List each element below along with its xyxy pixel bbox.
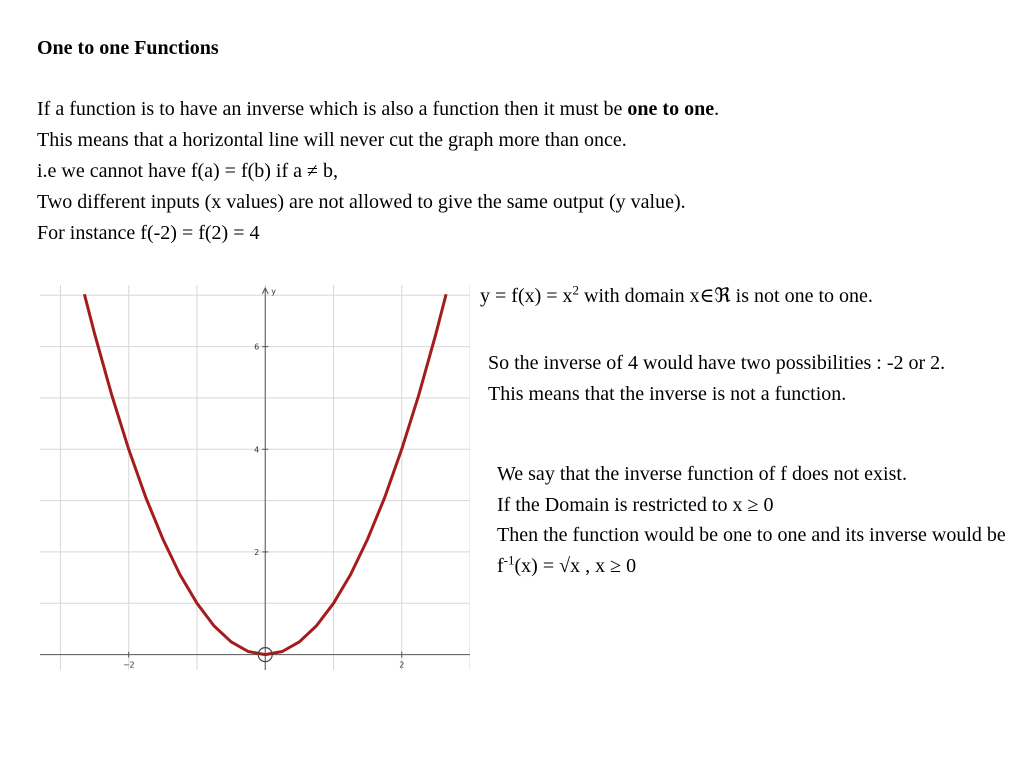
intro-line-3: i.e we cannot have f(a) = f(b) if a ≠ b, <box>37 160 339 182</box>
parabola-graph <box>40 285 470 670</box>
intro-line-5: For instance f(-2) = f(2) = 4 <box>37 222 260 244</box>
page-title: One to one Functions <box>37 37 219 59</box>
intro-line-1: If a function is to have an inverse which is also a function then it must be one to one. <box>37 98 720 120</box>
domain-statement: $y = f(x) = x^2$ with domain x∈ℜ is not one to one. <box>480 282 873 307</box>
restrict-line-3: Then the function would be one to one and its inverse would be <box>497 524 1006 546</box>
restricted-domain-explanation <box>497 459 1013 581</box>
intro-text <box>37 94 997 249</box>
graph-svg <box>40 285 470 670</box>
restrict-line-4: $f^{-1}(x) = √x$ , x ≥ 0 <box>497 551 637 577</box>
y-tick-label: 4 <box>254 445 260 455</box>
y-tick-label: 2 <box>254 547 260 557</box>
inverse-line-1: So the inverse of 4 would have two possibilities : -2 or 2. <box>488 352 946 374</box>
inverse-line-2: This means that the inverse is not a function. <box>488 382 847 405</box>
intro-line-4: Two different inputs (x values) are not allowed to give the same output (y value). <box>37 191 686 213</box>
inverse-explanation <box>488 348 958 409</box>
intro-line-2: This means that a horizontal line will never cut the graph more than once. <box>37 129 627 151</box>
restrict-line-2: If the Domain is restricted to x ≥ 0 <box>497 493 774 516</box>
y-tick-label: 6 <box>254 342 260 352</box>
x-tick-label: 2 <box>399 660 405 670</box>
y-axis-label: y <box>271 287 276 296</box>
restrict-line-1: We say that the inverse function of f does not exist. <box>497 463 907 485</box>
one-to-one-emphasis: one to one <box>627 98 715 120</box>
x-tick-label: −2 <box>122 660 135 670</box>
